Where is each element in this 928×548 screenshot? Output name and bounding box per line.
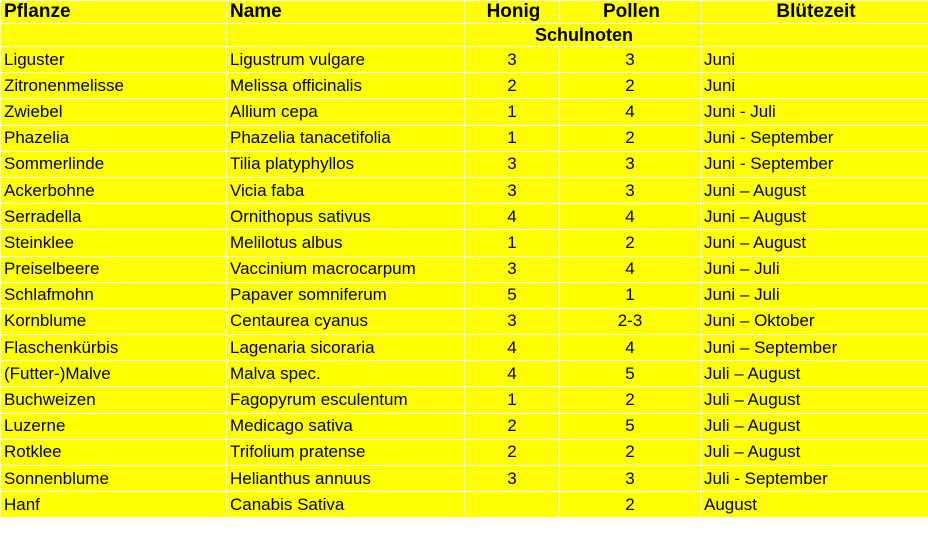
cell-honig: 2	[465, 439, 560, 465]
cell-name: Phazelia tanacetifolia	[227, 125, 465, 151]
table-row	[1, 73, 928, 99]
cell-pollen: 3	[560, 47, 701, 73]
cell-name: Fagopyrum esculentum	[227, 387, 465, 413]
cell-pflanze: Hanf	[1, 492, 227, 518]
cell-bluetezeit: Juli – August	[701, 413, 928, 439]
cell-honig: 1	[465, 387, 560, 413]
subheader-row	[1, 24, 928, 47]
cell-name: Melilotus albus	[227, 230, 465, 256]
subheader-empty-2	[227, 24, 465, 47]
cell-bluetezeit: Juni – August	[701, 204, 928, 230]
cell-name: Centaurea cyanus	[227, 308, 465, 334]
cell-honig: 3	[465, 466, 560, 492]
cell-honig: 3	[465, 256, 560, 282]
cell-bluetezeit: Juni – September	[701, 335, 928, 361]
cell-pollen: 5	[560, 361, 701, 387]
cell-bluetezeit: Juni - September	[701, 125, 928, 151]
cell-name: Ligustrum vulgare	[227, 47, 465, 73]
cell-name: Helianthus annuus	[227, 466, 465, 492]
cell-bluetezeit: Juli – August	[701, 439, 928, 465]
cell-pflanze: Flaschenkürbis	[1, 335, 227, 361]
table-row	[1, 335, 928, 361]
header-honig: Honig	[465, 1, 560, 24]
cell-pollen: 2-3	[560, 308, 701, 334]
cell-name: Papaver somniferum	[227, 282, 465, 308]
cell-pflanze: Zitronenmelisse	[1, 73, 227, 99]
cell-pflanze: Serradella	[1, 204, 227, 230]
cell-honig: 1	[465, 125, 560, 151]
cell-pflanze: Phazelia	[1, 125, 227, 151]
cell-bluetezeit: Juli – August	[701, 387, 928, 413]
cell-pollen: 4	[560, 335, 701, 361]
cell-honig: 3	[465, 177, 560, 203]
cell-name: Lagenaria sicoraria	[227, 335, 465, 361]
cell-pollen: 3	[560, 177, 701, 203]
cell-name: Tilia platyphyllos	[227, 151, 465, 177]
cell-name: Vicia faba	[227, 177, 465, 203]
cell-pollen: 5	[560, 413, 701, 439]
header-bluetezeit: Blütezeit	[701, 1, 928, 24]
cell-honig: 4	[465, 204, 560, 230]
subheader-schulnoten: Schulnoten	[465, 24, 701, 47]
cell-pollen: 2	[560, 125, 701, 151]
cell-pollen: 3	[560, 466, 701, 492]
cell-bluetezeit: Juni – Oktober	[701, 308, 928, 334]
cell-bluetezeit: Juni – Juli	[701, 256, 928, 282]
cell-name: Trifolium pratense	[227, 439, 465, 465]
table-row	[1, 256, 928, 282]
cell-name: Canabis Sativa	[227, 492, 465, 518]
cell-pflanze: Zwiebel	[1, 99, 227, 125]
subheader-empty-3	[701, 24, 928, 47]
header-pflanze: Pflanze	[1, 1, 227, 24]
cell-pflanze: Rotklee	[1, 439, 227, 465]
cell-pflanze: Buchweizen	[1, 387, 227, 413]
cell-pollen: 4	[560, 256, 701, 282]
cell-pollen: 2	[560, 73, 701, 99]
cell-bluetezeit: Juli - September	[701, 466, 928, 492]
cell-pflanze: Schlafmohn	[1, 282, 227, 308]
cell-honig: 1	[465, 230, 560, 256]
header-name: Name	[227, 1, 465, 24]
cell-pflanze: Sonnenblume	[1, 466, 227, 492]
cell-honig: 3	[465, 151, 560, 177]
cell-honig	[465, 492, 560, 518]
cell-bluetezeit: Juni - Juli	[701, 99, 928, 125]
cell-name: Medicago sativa	[227, 413, 465, 439]
cell-pflanze: Kornblume	[1, 308, 227, 334]
cell-pollen: 2	[560, 230, 701, 256]
cell-honig: 1	[465, 99, 560, 125]
cell-honig: 3	[465, 308, 560, 334]
cell-pollen: 4	[560, 99, 701, 125]
cell-pflanze: Sommerlinde	[1, 151, 227, 177]
table-row	[1, 413, 928, 439]
table-row	[1, 230, 928, 256]
cell-honig: 2	[465, 413, 560, 439]
cell-bluetezeit: August	[701, 492, 928, 518]
table-row	[1, 308, 928, 334]
cell-name: Malva spec.	[227, 361, 465, 387]
table-row	[1, 492, 928, 518]
table-row	[1, 439, 928, 465]
cell-bluetezeit: Juni – Juli	[701, 282, 928, 308]
cell-pollen: 2	[560, 492, 701, 518]
cell-honig: 5	[465, 282, 560, 308]
header-row	[1, 1, 928, 24]
cell-bluetezeit: Juni – August	[701, 177, 928, 203]
header-pollen: Pollen	[560, 1, 701, 24]
cell-pflanze: Liguster	[1, 47, 227, 73]
table-row	[1, 177, 928, 203]
cell-honig: 4	[465, 335, 560, 361]
cell-pollen: 3	[560, 151, 701, 177]
cell-bluetezeit: Juni - September	[701, 151, 928, 177]
table-row	[1, 466, 928, 492]
cell-name: Melissa officinalis	[227, 73, 465, 99]
cell-name: Vaccinium macrocarpum	[227, 256, 465, 282]
table-row	[1, 387, 928, 413]
cell-bluetezeit: Juni	[701, 73, 928, 99]
cell-honig: 4	[465, 361, 560, 387]
cell-pollen: 2	[560, 439, 701, 465]
cell-bluetezeit: Juni	[701, 47, 928, 73]
table-row	[1, 151, 928, 177]
cell-pflanze: Luzerne	[1, 413, 227, 439]
cell-pflanze: Steinklee	[1, 230, 227, 256]
table-row	[1, 204, 928, 230]
cell-pflanze: (Futter-)Malve	[1, 361, 227, 387]
cell-pollen: 4	[560, 204, 701, 230]
cell-pollen: 2	[560, 387, 701, 413]
table-row	[1, 99, 928, 125]
cell-pollen: 1	[560, 282, 701, 308]
cell-name: Allium cepa	[227, 99, 465, 125]
cell-honig: 2	[465, 73, 560, 99]
table-row	[1, 361, 928, 387]
cell-bluetezeit: Juni – August	[701, 230, 928, 256]
table-row	[1, 47, 928, 73]
cell-pflanze: Ackerbohne	[1, 177, 227, 203]
table-row	[1, 125, 928, 151]
cell-honig: 3	[465, 47, 560, 73]
table-row	[1, 282, 928, 308]
cell-name: Ornithopus sativus	[227, 204, 465, 230]
subheader-empty-1	[1, 24, 227, 47]
cell-pflanze: Preiselbeere	[1, 256, 227, 282]
cell-bluetezeit: Juli – August	[701, 361, 928, 387]
